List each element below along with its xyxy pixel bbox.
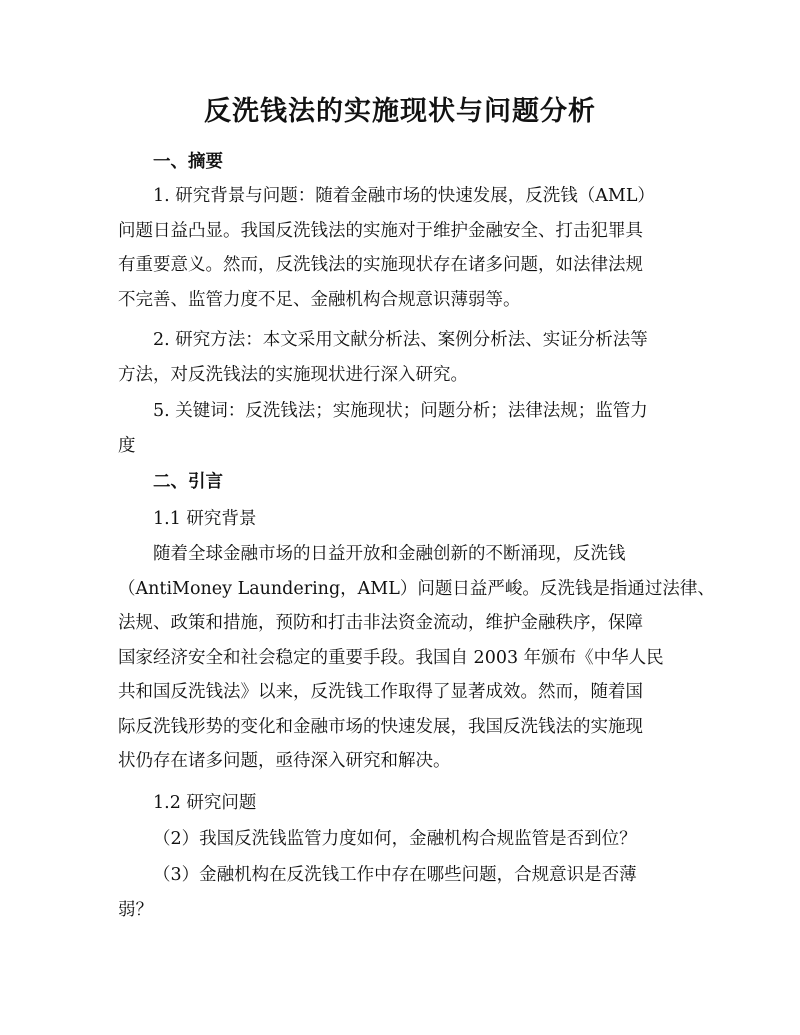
paragraph-line: 弱？ bbox=[118, 899, 153, 920]
section-1-1-heading: 1.1 研究背景 bbox=[153, 509, 257, 529]
paragraph-line: （AntiMoney Laundering，AML）问题日益严峻。反洗钱是指通过法律、 bbox=[118, 578, 715, 599]
question-3 bbox=[118, 858, 688, 927]
paragraph-line: 2. 研究方法：本文采用文献分析法、案例分析法、实证分析法等 bbox=[153, 330, 648, 350]
background-paragraph bbox=[118, 537, 715, 779]
paragraph-line: 随着全球金融市场的日益开放和金融创新的不断涌现，反洗钱 bbox=[153, 544, 626, 564]
paragraph-line: （3）金融机构在反洗钱工作中存在哪些问题，合规意识是否薄 bbox=[153, 865, 637, 885]
paragraph-line: 不完善、监管力度不足、金融机构合规意识薄弱等。 bbox=[118, 289, 521, 310]
abstract-item-3 bbox=[118, 394, 688, 463]
abstract-item-2 bbox=[118, 323, 688, 392]
paragraph-line: 状仍存在诸多问题，亟待深入研究和解决。 bbox=[118, 751, 451, 771]
paragraph-line: 国家经济安全和社会稳定的重要手段。我国自 2003 年颁布《中华人民 bbox=[118, 647, 664, 668]
paragraph-line: 5. 关键词：反洗钱法；实施现状；问题分析；法律法规；监管力 bbox=[153, 401, 648, 421]
paragraph-line: 有重要意义。然而，反洗钱法的实施现状存在诸多问题，如法律法规 bbox=[118, 255, 643, 275]
paragraph-line: （2）我国反洗钱监管力度如何，金融机构合规监管是否到位？ bbox=[153, 829, 637, 849]
question-2 bbox=[118, 822, 688, 857]
page-title: 反洗钱法的实施现状与问题分析 bbox=[204, 96, 596, 127]
paragraph-line: 1. 研究背景与问题：随着金融市场的快速发展，反洗钱（AML） bbox=[153, 186, 655, 206]
paragraph-line: 际反洗钱形势的变化和金融市场的快速发展，我国反洗钱法的实施现 bbox=[118, 716, 643, 737]
paragraph-line: 问题日益凸显。我国反洗钱法的实施对于维护金融安全、打击犯罪具 bbox=[118, 220, 643, 241]
paragraph-line: 度 bbox=[118, 435, 136, 456]
intro-heading: 二、引言 bbox=[153, 472, 223, 492]
paragraph-line: 方法，对反洗钱法的实施现状进行深入研究。 bbox=[118, 364, 468, 385]
paragraph-line: 共和国反洗钱法》以来，反洗钱工作取得了显著成效。然而，随着国 bbox=[118, 682, 643, 702]
abstract-item-1 bbox=[118, 179, 688, 317]
section-1-2-heading: 1.2 研究问题 bbox=[153, 793, 257, 813]
abstract-heading: 一、摘要 bbox=[153, 152, 223, 172]
paragraph-line: 法规、政策和措施，预防和打击非法资金流动，维护金融秩序，保障 bbox=[118, 613, 643, 633]
